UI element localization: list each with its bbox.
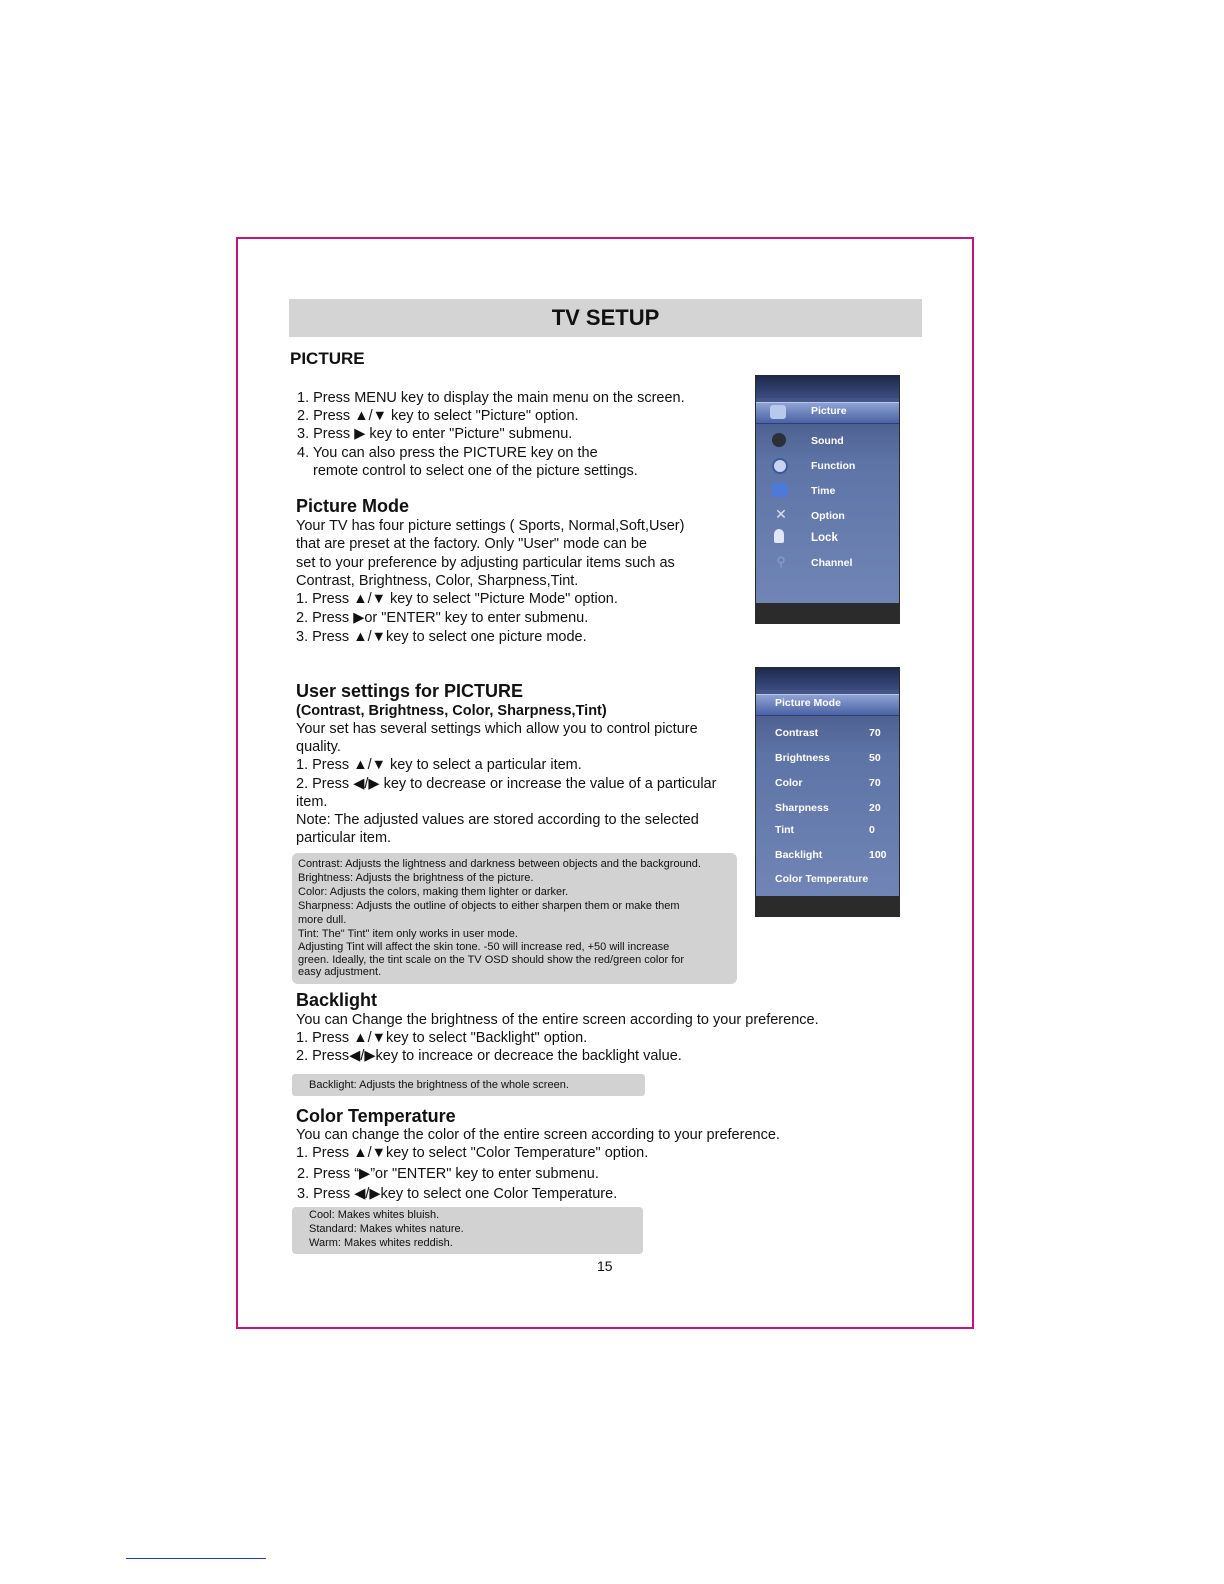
color-temp-note: Standard: Makes whites nature. (309, 1223, 464, 1235)
backlight-heading: Backlight (296, 990, 378, 1010)
backlight-line: 1. Press ▲/▼key to select "Backlight" option. (296, 1030, 588, 1046)
note-line: Color: Adjusts the colors, making them lighter or darker. (298, 886, 569, 898)
color-temp-heading: Color Temperature (296, 1106, 456, 1126)
sound-icon (772, 433, 786, 447)
note-line: green. Ideally, the tint scale on the TV OSD should show the red/green color for (298, 954, 685, 966)
osd-setting-value: 70 (869, 777, 881, 789)
picture-mode-line: set to your preference by adjusting particular items such as (296, 555, 675, 571)
picture-mode-line: 3. Press ▲/▼key to select one picture mode. (296, 629, 587, 645)
osd-item-picture: Picture (811, 405, 847, 417)
time-icon (772, 483, 788, 497)
intro-step: 2. Press ▲/▼ key to select "Picture" option. (297, 408, 579, 424)
picture-mode-line: that are preset at the factory. Only "User" mode can be (296, 536, 647, 552)
osd-item-function: Function (811, 460, 856, 472)
osd-item-lock: Lock (811, 532, 838, 544)
color-temp-line: You can change the color of the entire screen according to your preference. (296, 1127, 780, 1143)
intro-step: 3. Press ▶ key to enter "Picture" submenu. (297, 426, 573, 442)
color-temp-note: Cool: Makes whites bluish. (309, 1209, 440, 1221)
user-settings-line: quality. (296, 739, 341, 755)
intro-step: 1. Press MENU key to display the main menu on the screen. (297, 390, 685, 406)
osd-setting-label: Sharpness (775, 802, 829, 814)
picture-mode-line: Your TV has four picture settings ( Sports, Normal,Soft,User) (296, 518, 685, 534)
user-settings-line: 2. Press ◀/▶ key to decrease or increase the value of a particular (296, 776, 717, 792)
user-settings-line: Note: The adjusted values are stored according to the selected (296, 812, 699, 828)
osd-setting-label: Contrast (775, 727, 819, 739)
intro-step: 4. You can also press the PICTURE key on the (297, 445, 598, 461)
function-icon (772, 458, 788, 474)
note-line: easy adjustment. (298, 966, 382, 978)
option-icon: ✕ (775, 506, 787, 522)
user-settings-heading: User settings for PICTURE (296, 681, 524, 701)
osd-setting-value: 50 (869, 752, 881, 764)
section-title: PICTURE (290, 349, 365, 368)
backlight-note: Backlight: Adjusts the brightness of the whole screen. (309, 1079, 569, 1091)
osd-item-time: Time (811, 485, 836, 497)
picture-mode-line: Contrast, Brightness, Color, Sharpness,Tint. (296, 573, 579, 589)
picture-mode-heading: Picture Mode (296, 496, 410, 516)
osd-item-channel: Channel (811, 557, 853, 569)
osd-picture-menu (755, 667, 900, 917)
picture-mode-line: 2. Press ▶or "ENTER" key to enter submenu. (296, 610, 589, 626)
osd-setting-label: Color Temperature (775, 873, 869, 885)
title-bar (289, 299, 922, 337)
osd-setting-label: Brightness (775, 752, 830, 764)
note-line: Sharpness: Adjusts the outline of objects to either sharpen them or make them (298, 900, 680, 912)
footnote-rule (126, 1558, 266, 1559)
osd-picture-header: Picture Mode (775, 697, 841, 709)
color-temp-note: Warm: Makes whites reddish. (309, 1237, 453, 1249)
user-settings-line: item. (296, 794, 328, 810)
color-temp-line: 3. Press ◀/▶key to select one Color Temperature. (297, 1186, 618, 1202)
lock-icon (774, 529, 784, 543)
osd-setting-label: Color (775, 777, 803, 789)
note-line: more dull. (298, 914, 347, 926)
color-temp-line: 2. Press “▶”or "ENTER" key to enter submenu. (297, 1166, 599, 1182)
backlight-line: 2. Press◀/▶key to increace or decreace the backlight value. (296, 1048, 682, 1064)
picture-icon (770, 405, 786, 419)
osd-item-option: Option (811, 510, 845, 522)
osd-setting-value: 100 (869, 849, 887, 861)
osd-main-menu (755, 375, 900, 624)
user-settings-subtitle: (Contrast, Brightness, Color, Sharpness,Tint) (296, 703, 607, 719)
user-settings-line: 1. Press ▲/▼ key to select a particular item. (296, 757, 582, 773)
color-temp-line: 1. Press ▲/▼key to select "Color Temperature" option. (296, 1145, 649, 1161)
note-line: Adjusting Tint will affect the skin tone. -50 will increase red, +50 will increase (298, 941, 670, 953)
channel-icon: ⚲ (776, 554, 786, 569)
osd-item-sound: Sound (811, 435, 844, 447)
osd-setting-value: 70 (869, 727, 881, 739)
osd-setting-value: 20 (869, 802, 881, 814)
osd-setting-label: Backlight (775, 849, 823, 861)
picture-mode-line: 1. Press ▲/▼ key to select "Picture Mode" option. (296, 591, 618, 607)
user-settings-line: particular item. (296, 830, 392, 846)
intro-step: remote control to select one of the picture settings. (313, 463, 638, 479)
page-number: 15 (597, 1258, 613, 1274)
note-line: Tint: The" Tint" item only works in user mode. (298, 928, 518, 940)
page-title: TV SETUP (551, 305, 660, 330)
osd-setting-label: Tint (775, 824, 795, 836)
backlight-line: You can Change the brightness of the entire screen according to your preference. (296, 1012, 819, 1028)
osd-setting-value: 0 (869, 824, 875, 836)
note-line: Contrast: Adjusts the lightness and darkness between objects and the background. (298, 858, 701, 870)
user-settings-line: Your set has several settings which allow you to control picture (296, 721, 698, 737)
note-line: Brightness: Adjusts the brightness of the picture. (298, 872, 534, 884)
